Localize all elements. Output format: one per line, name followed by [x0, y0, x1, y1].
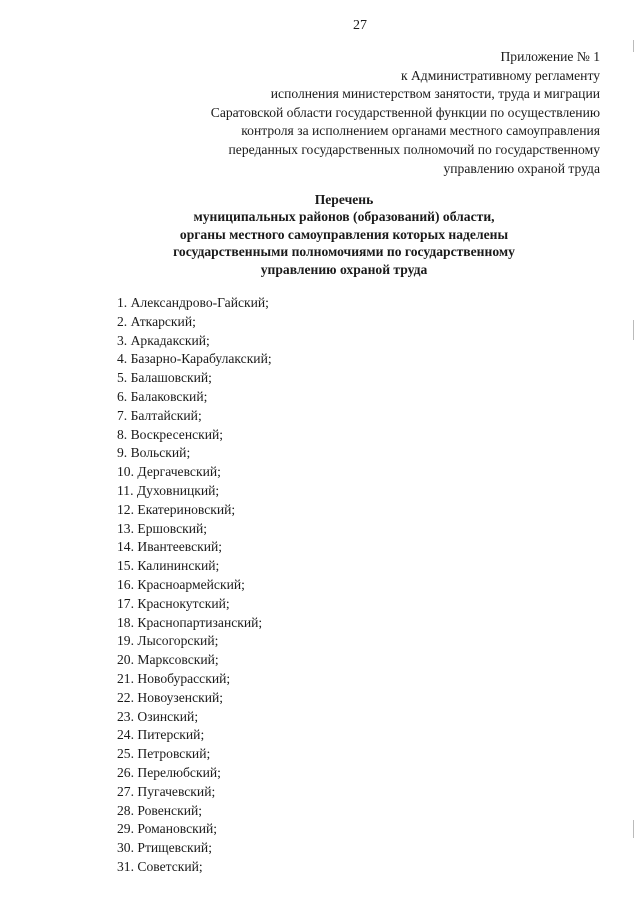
appendix-line: управлению охраной труда — [443, 160, 600, 176]
list-item: 2. Аткарский; — [117, 313, 196, 329]
list-item: 19. Лысогорский; — [117, 633, 219, 649]
list-item: 30. Ртищевский; — [117, 840, 212, 856]
list-item: 31. Советский; — [117, 858, 203, 874]
list-item: 4. Базарно-Карабулакский; — [117, 351, 272, 367]
list-item: 16. Красноармейский; — [117, 576, 245, 592]
title-line: Перечень — [314, 192, 374, 207]
list-item: 24. Питерский; — [117, 727, 205, 743]
list-item: 26. Перелюбский; — [117, 764, 221, 780]
list-item: 28. Ровенский; — [117, 802, 203, 818]
list-item: 23. Озинский; — [117, 708, 199, 724]
title-line: органы местного самоуправления которых наделены — [179, 226, 509, 242]
list-item: 29. Романовский; — [117, 821, 218, 837]
list-item: 15. Калининский; — [117, 558, 220, 574]
list-item: 22. Новоузенский; — [117, 689, 224, 705]
list-item: 6. Балаковский; — [117, 388, 208, 404]
appendix-line: контроля за исполнением органами местного самоуправления — [241, 123, 600, 139]
list-item: 13. Ершовский; — [117, 520, 208, 536]
scan-artifact — [633, 320, 634, 340]
appendix-line: Саратовской области государственной функции по осуществлению — [210, 104, 600, 120]
document-title — [0, 191, 640, 278]
list-item: 8. Воскресенский; — [117, 426, 224, 442]
list-item: 1. Александрово-Гайский; — [117, 295, 269, 310]
appendix-header — [130, 48, 600, 178]
list-item: 9. Вольский; — [117, 445, 191, 461]
title-line: управлению охраной труда — [260, 261, 428, 277]
list-item: 3. Аркадакский; — [117, 332, 210, 348]
title-line: государственными полномочиями по государственному — [173, 244, 515, 260]
scan-artifact — [633, 820, 634, 838]
page-number: 27 — [353, 18, 367, 33]
list-item: 11. Духовницкий; — [117, 482, 220, 498]
list-item: 7. Балтайский; — [117, 407, 202, 423]
list-item: 18. Краснопартизанский; — [117, 614, 263, 630]
list-item: 5. Балашовский; — [117, 370, 212, 386]
list-item: 21. Новобурасский; — [117, 670, 231, 686]
list-item: 10. Дергачевский; — [117, 464, 221, 480]
title-line: муниципальных районов (образований) области, — [193, 209, 495, 225]
list-item: 25. Петровский; — [117, 746, 211, 762]
list-item: 14. Ивантеевский; — [117, 539, 223, 555]
list-item: 20. Марксовский; — [117, 652, 219, 668]
appendix-line: к Административному регламенту — [400, 67, 600, 83]
list-item: 27. Пугачевский; — [117, 783, 216, 799]
appendix-line: Приложение № 1 — [500, 49, 600, 64]
scan-artifact — [633, 40, 634, 52]
appendix-line: исполнения министерством занятости, труда и миграции — [270, 86, 600, 102]
appendix-line: переданных государственных полномочий по государственному — [228, 141, 600, 157]
list-item: 17. Краснокутский; — [117, 595, 230, 611]
district-list — [117, 294, 272, 877]
list-item: 12. Екатериновский; — [117, 501, 236, 517]
